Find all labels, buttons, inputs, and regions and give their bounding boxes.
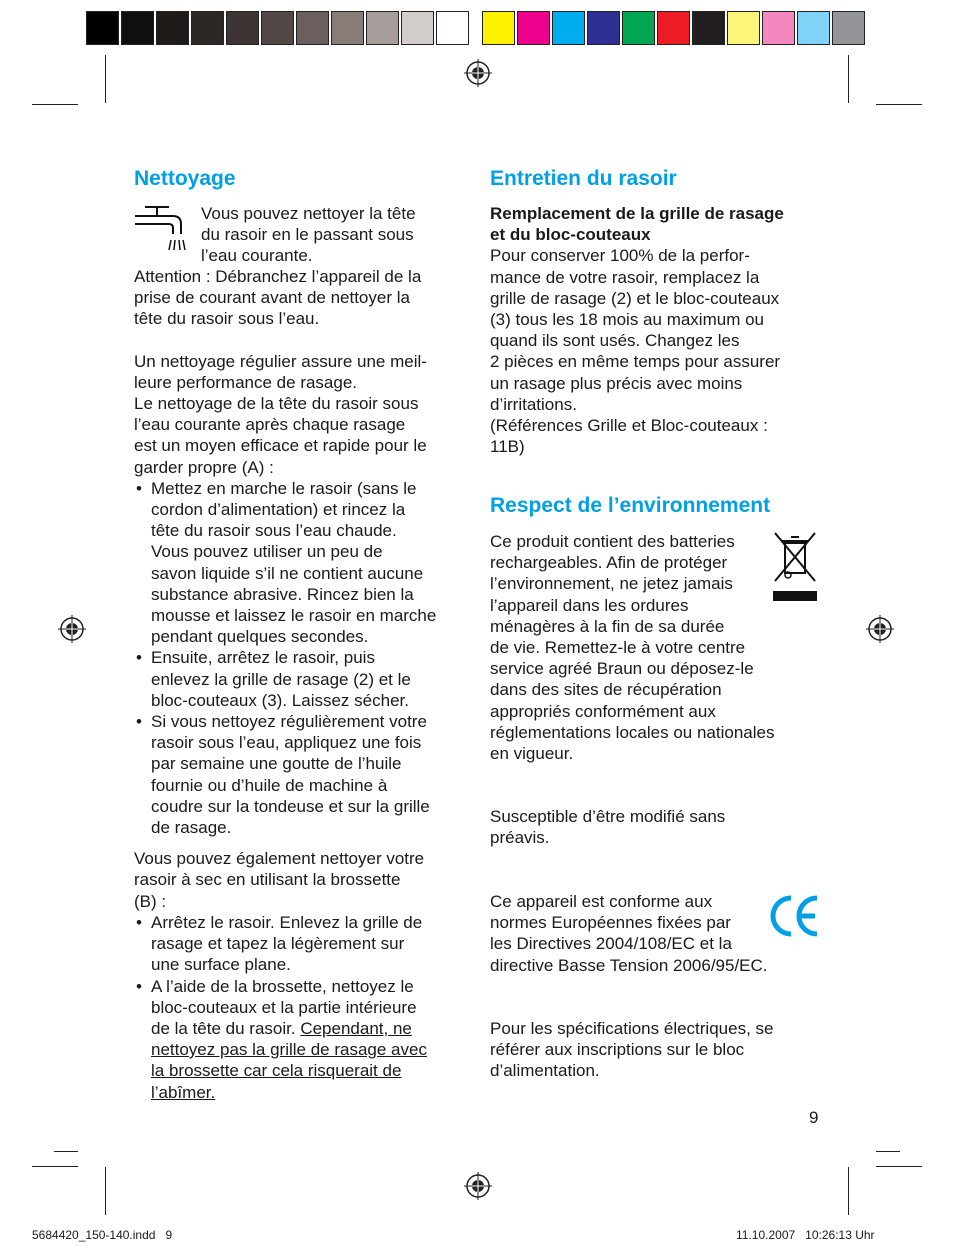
color-swatch [261,11,294,45]
paragraph-line: 2 pièces en même temps pour assurer [490,352,781,372]
warning-text: l’abîmer. [151,1082,216,1102]
env-line: de vie. Remettez-le à votre centre [490,638,746,658]
env-line: service agréé Braun ou déposez-le [490,659,754,679]
bullet-item: • Arrêtez le rasoir. Enlevez la grille de rasage et tapez la légèrement sur une surface plane. [134,912,474,976]
paragraph-line: Un nettoyage régulier assure une meil- [134,351,427,371]
intro-line: Vous pouvez nettoyer la tête [201,204,416,223]
color-swatch [191,11,224,45]
color-swatch [832,11,865,45]
crop-mark [32,104,78,105]
notice-line: préavis. [490,828,550,848]
bullet-item: • Si vous nettoyez régulièrement votre rasoir sous l’eau, appliquez une fois par semaine une goutte de l’huile fournie ou d’huile de machine à coudre sur la tondeuse et sur la grille de rasage. [134,711,474,838]
env-line: appropriés conformément aux [490,701,716,721]
color-swatch [86,11,119,45]
paragraph-line: grille de rasage (2) et le bloc-couteaux [490,288,780,308]
bullet-item: • A l’aide de la brossette, nettoyez le bloc-couteaux et la partie intérieure de la tête du rasoir. Cependant, ne nettoyez pas la grille de rasage avec la brossette car cela risquerait de l’abîmer. [134,976,474,1103]
color-swatch [366,11,399,45]
paragraph-line: Le nettoyage de la tête du rasoir sous [134,394,419,414]
env-line: rechargeables. Afin de protéger [490,553,728,573]
crop-mark [105,1167,106,1215]
section-heading-entretien: Entretien du rasoir [490,167,677,190]
bullet-item: • Ensuite, arrêtez le rasoir, puis enlevez la grille de rasage (2) et le bloc-couteaux (3). Laissez sécher. [134,647,474,711]
paragraph-line: (3) tous les 18 mois au maximum ou [490,310,764,330]
crop-mark [32,1166,78,1167]
color-swatch [552,11,585,45]
registration-mark-icon [866,615,894,643]
footer-timestamp: 11.10.2007 10:26:13 Uhr [736,1228,875,1242]
crop-mark [876,104,922,105]
crop-mark [848,1167,849,1215]
env-line: l’appareil dans les ordures [490,595,689,615]
paragraph-line: mance de votre rasoir, remplacez la [490,267,760,287]
warning-text: nettoyez pas la grille de rasage avec [151,1040,427,1060]
registration-mark-icon [58,615,86,643]
crop-mark [848,55,849,103]
paragraph-line: est un moyen efficace et rapide pour le [134,436,427,456]
spec-line: Pour les spécifications électriques, se [490,1019,774,1038]
section-heading-nettoyage: Nettoyage [134,167,236,190]
attention-line: prise de courant avant de nettoyer la [134,288,410,308]
ce-text [490,891,830,976]
color-swatch [797,11,830,45]
crop-mark [876,1151,900,1152]
env-line: réglementations locales ou nationales [490,722,775,742]
color-swatch [296,11,329,45]
intro-line: l’eau courante. [201,246,313,266]
color-swatch [727,11,760,45]
intro-line: du rasoir en le passant sous [201,225,414,245]
gray-swatch-bar [86,11,471,47]
registration-mark-icon [464,59,492,87]
color-swatch [436,11,469,45]
crop-mark [105,55,106,103]
bullet-text: de la tête du rasoir. [151,1018,301,1038]
color-swatch-bar [482,11,867,47]
bullet-item: • Mettez en marche le rasoir (sans le cordon d’alimentation) et rincez la tête du rasoir sous l’eau chaude. Vous pouvez utiliser un peu de savon liquide s’il ne contient aucune substance abrasive. Rincez bien la mousse et laissez le rasoir en marche pendant quelques secondes. [134,478,474,648]
environment-text [490,531,830,764]
spec-text [490,1018,830,1082]
left-intro [201,203,471,267]
subheading-line: Remplacement de la grille de rasage [490,204,784,223]
env-line: en vigueur. [490,744,574,764]
crop-mark [876,1166,922,1167]
color-swatch [331,11,364,45]
crop-mark [54,1151,78,1152]
paragraph-line: Pour conserver 100% de la perfor- [490,246,750,266]
ce-line: Ce appareil est conforme aux [490,892,713,911]
paragraph-line: quand ils sont usés. Changez les [490,331,740,351]
tap-water-icon [133,204,189,256]
env-line: dans des sites de récupération [490,680,722,700]
right-maintenance [490,203,830,457]
color-swatch [692,11,725,45]
attention-line: tête du rasoir sous l’eau. [134,309,320,329]
paragraph-line: un rasage plus précis avec moins [490,373,743,393]
notice-line: Susceptible d’être modifié sans [490,807,726,826]
color-swatch [762,11,795,45]
warning-text: Cependant, ne [300,1018,412,1038]
footer-file-name: 5684420_150-140.indd 9 [32,1228,173,1242]
color-swatch [517,11,550,45]
paragraph-line: l’eau courante après chaque rasage [134,415,406,435]
paragraph-line: garder propre (A) : [134,457,274,477]
warning-text: la brossette car cela risquerait de [151,1061,402,1081]
ce-line: directive Basse Tension 2006/95/EC. [490,955,768,975]
color-swatch [121,11,154,45]
env-line: Ce produit contient des batteries [490,532,735,551]
ce-line: normes Européennes fixées par [490,913,731,933]
color-swatch [401,11,434,45]
paragraph-line: (B) : [134,891,167,911]
paragraph-line: rasoir à sec en utilisant la brossette [134,870,401,890]
color-swatch [587,11,620,45]
paragraph-line: (Références Grille et Bloc-couteaux : [490,416,768,436]
spec-line: d’alimentation. [490,1061,600,1081]
attention-line: Attention : Débranchez l’appareil de la [134,267,422,286]
subheading-line: et du bloc-couteaux [490,225,651,245]
color-swatch [156,11,189,45]
section-heading-environnement: Respect de l’environnement [490,494,771,517]
ce-line: les Directives 2004/108/EC et la [490,934,732,954]
spec-line: référer aux inscriptions sur le bloc [490,1040,745,1060]
paragraph-line: d’irritations. [490,394,577,414]
notice-text [490,806,830,848]
registration-mark-icon [464,1172,492,1200]
paragraph-line: 11B) [490,437,525,457]
color-swatch [226,11,259,45]
env-line: ménagères à la fin de sa durée [490,616,725,636]
paragraph-line: Vous pouvez également nettoyer votre [134,849,425,869]
paragraph-line: leure performance de rasage. [134,372,358,392]
env-line: l’environnement, ne jetez jamais [490,574,733,594]
left-column-text [134,266,474,1103]
color-swatch [622,11,655,45]
color-swatch [482,11,515,45]
page-number: 9 [809,1108,819,1127]
color-swatch [657,11,690,45]
